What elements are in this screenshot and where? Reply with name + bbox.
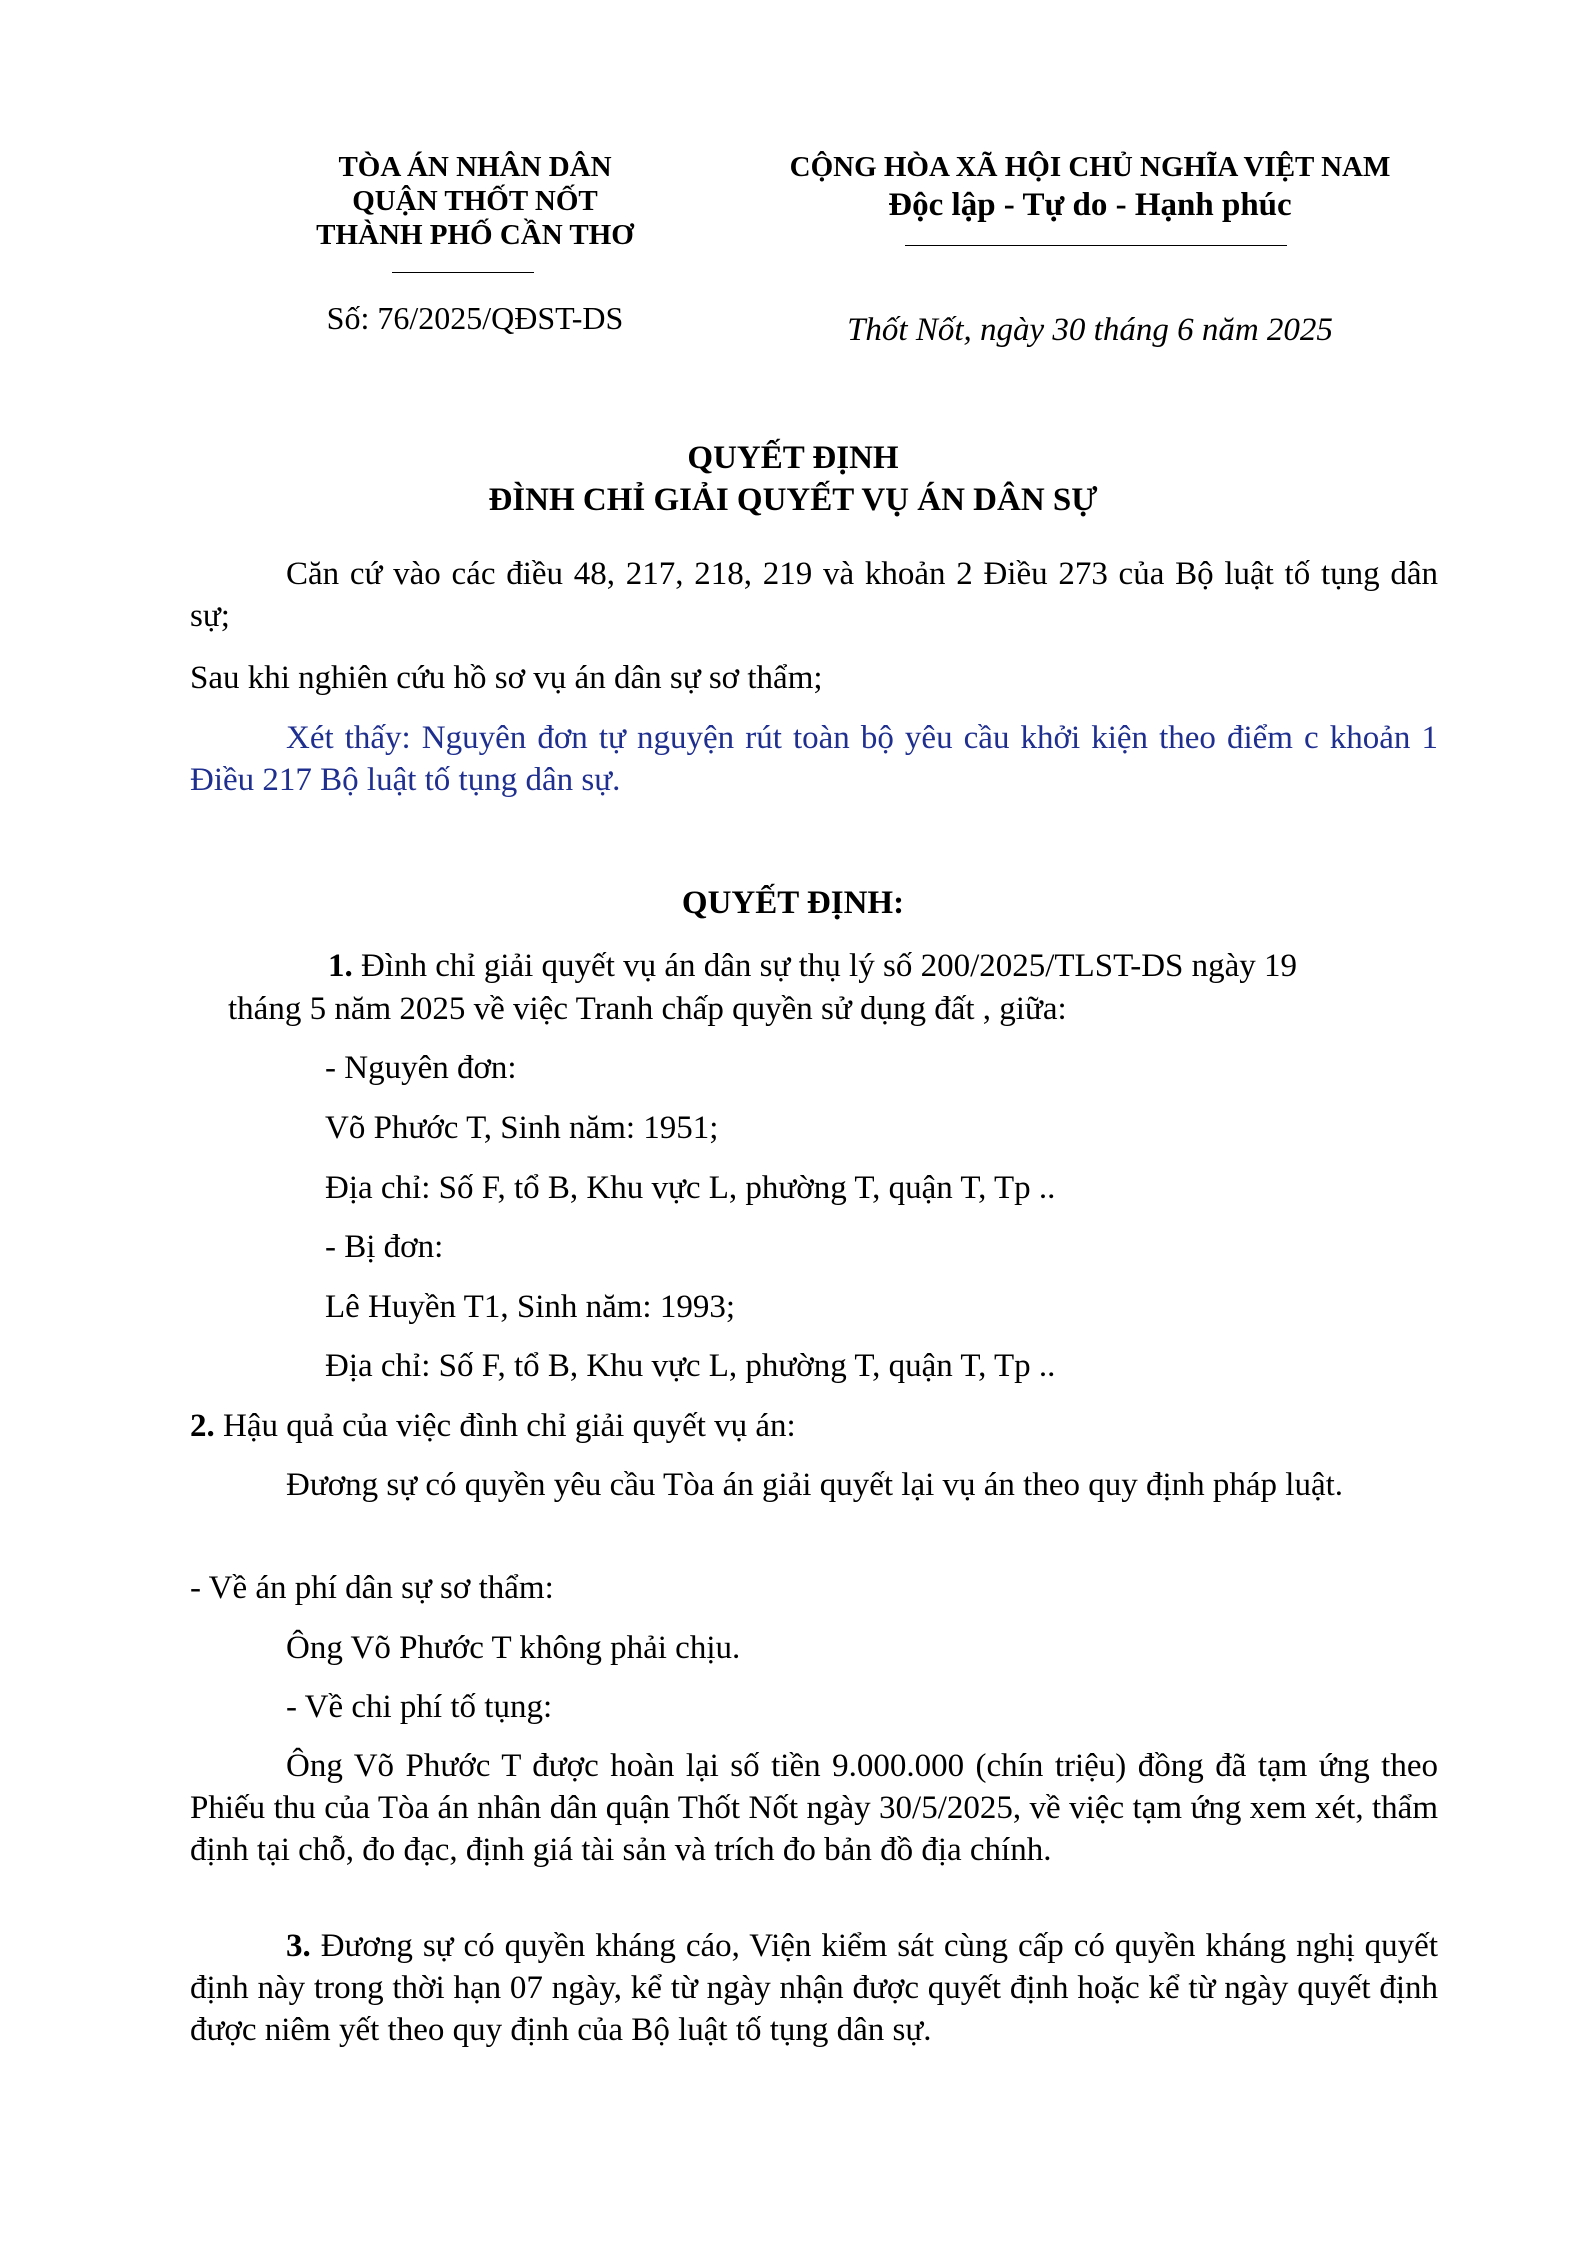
place-and-date: Thốt Nốt, ngày 30 tháng 6 năm 2025 xyxy=(847,312,1333,348)
defendant-name: Lê Huyền T1, Sinh năm: 1993; xyxy=(325,1289,736,1325)
court-line-3: THÀNH PHỐ CẦN THƠ xyxy=(316,219,634,251)
defendant-address: Địa chỉ: Số F, tổ B, Khu vực L, phường T, quận T, Tp .. xyxy=(325,1348,1056,1384)
item-2-rights-paragraph: Đương sự có quyền yêu cầu Tòa án giải quyết lại vụ án theo quy định pháp luật. xyxy=(286,1467,1344,1503)
item-2-heading: Hậu quả của việc đình chỉ giải quyết vụ án: xyxy=(223,1408,796,1444)
court-fee-text: Ông Võ Phước T không phải chịu. xyxy=(286,1630,741,1666)
decision-heading: QUYẾT ĐỊNH: xyxy=(681,885,905,921)
finding-paragraph: Xét thấy: Nguyên đơn tự nguyện rút toàn bộ yêu cầu khởi kiện theo điểm c khoản 1 Điều 217 Bộ luật tố tụng dân sự. xyxy=(190,720,1438,798)
national-motto: Độc lập - Tự do - Hạnh phúc xyxy=(888,187,1292,223)
court-name-block xyxy=(270,150,680,252)
document-number: Số: 76/2025/QĐST-DS xyxy=(326,300,624,336)
court-fee-label: - Về án phí dân sự sơ thẩm: xyxy=(190,1570,554,1606)
document-subtitle: ĐÌNH CHỈ GIẢI QUYẾT VỤ ÁN DÂN SỰ xyxy=(488,482,1098,518)
defendant-label: - Bị đơn: xyxy=(325,1229,444,1265)
legal-basis-paragraph: Căn cứ vào các điều 48, 217, 218, 219 và khoản 2 Điều 273 của Bộ luật tố tụng dân sự; xyxy=(190,556,1438,634)
procedural-cost-label: - Về chi phí tố tụng: xyxy=(286,1689,553,1725)
item-3-number: 3. xyxy=(286,1928,311,1964)
item-1-number: 1. xyxy=(328,948,353,984)
plaintiff-label: - Nguyên đơn: xyxy=(325,1050,517,1086)
item-3-paragraph xyxy=(190,1925,1438,2051)
plaintiff-address: Địa chỉ: Số F, tổ B, Khu vực L, phường T, quận T, Tp .. xyxy=(325,1170,1056,1206)
item-2-number: 2. xyxy=(190,1408,215,1444)
item-1-line-a xyxy=(328,945,1297,987)
national-header-block xyxy=(740,150,1440,226)
item-1-text-a: Đình chỉ giải quyết vụ án dân sự thụ lý số 200/2025/TLST-DS ngày 19 xyxy=(361,948,1298,984)
country-name: CỘNG HÒA XÃ HỘI CHỦ NGHĨA VIỆT NAM xyxy=(789,151,1391,183)
court-line-1: TÒA ÁN NHÂN DÂN xyxy=(338,151,612,183)
court-underline xyxy=(392,272,534,273)
plaintiff-name: Võ Phước T, Sinh năm: 1951; xyxy=(325,1110,719,1146)
item-1-text-b: tháng 5 năm 2025 về việc Tranh chấp quyền sử dụng đất , giữa: xyxy=(228,991,1067,1027)
item-2-heading-line xyxy=(190,1405,796,1447)
court-line-2: QUẬN THỐT NỐT xyxy=(352,185,598,217)
item-3-text: Đương sự có quyền kháng cáo, Viện kiểm sát cùng cấp có quyền kháng nghị quyết định này trong thời hạn 07 ngày, kể từ ngày nhận được quyết định hoặc kể từ ngày quyết định được niêm yết theo quy định của Bộ luật tố tụng dân sự. xyxy=(190,1928,1439,2048)
procedural-cost-paragraph: Ông Võ Phước T được hoàn lại số tiền 9.000.000 (chín triệu) đồng đã tạm ứng theo Phiếu thu của Tòa án nhân dân quận Thốt Nốt ngày 30/5/2025, về việc tạm ứng xem xét, thẩm định tại chỗ, đo đạc, định giá tài sản và trích đo bản đồ địa chính. xyxy=(190,1748,1438,1868)
review-paragraph: Sau khi nghiên cứu hồ sơ vụ án dân sự sơ thẩm; xyxy=(190,660,823,696)
document-title: QUYẾT ĐỊNH xyxy=(687,440,899,476)
motto-underline xyxy=(905,245,1287,246)
